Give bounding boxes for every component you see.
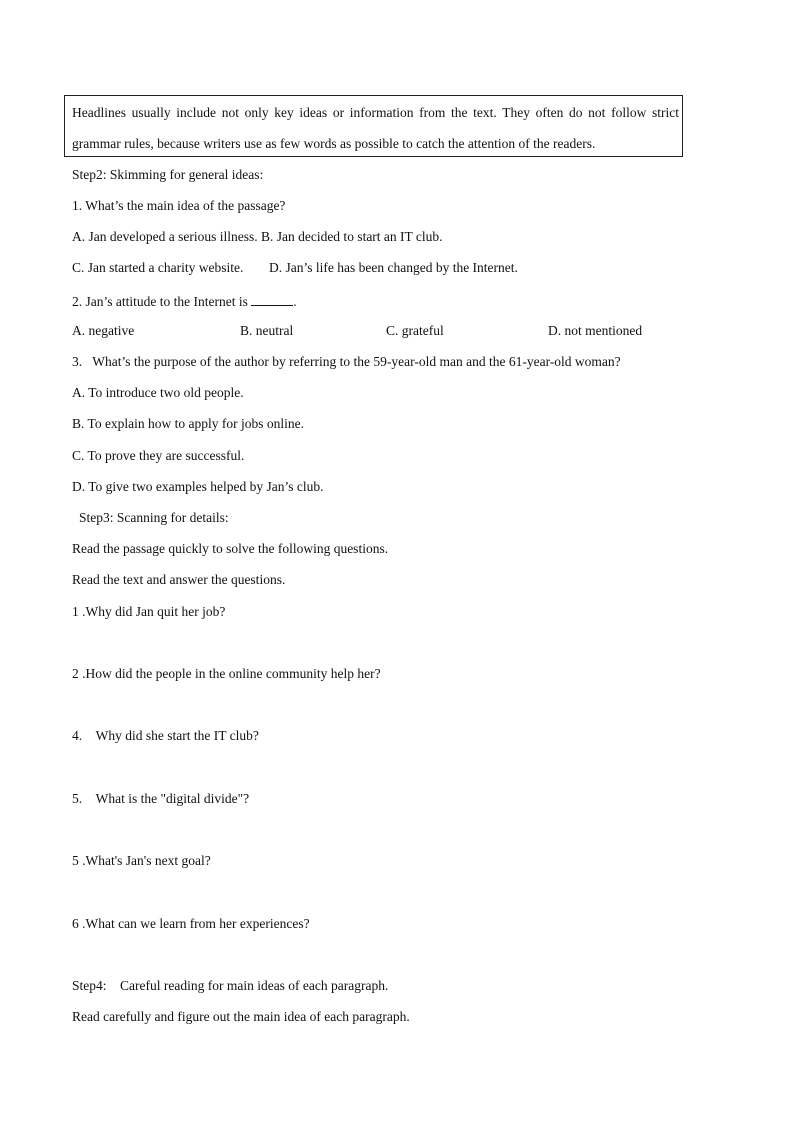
- tip-line-2: grammar rules, because writers use as few words as possible to catch the attention of the readers.: [72, 136, 596, 151]
- step2-heading: Step2: Skimming for general ideas:: [72, 167, 264, 182]
- detail-question: 6 .What can we learn from her experiences?: [72, 916, 310, 931]
- detail-question: 2 .How did the people in the online community help her?: [72, 666, 381, 681]
- answer-blank: [251, 293, 293, 306]
- question-3-option-a: A. To introduce two old people.: [72, 385, 244, 400]
- detail-question: 1 .Why did Jan quit her job?: [72, 604, 226, 619]
- step4-heading: Step4: Careful reading for main ideas of each paragraph.: [72, 978, 389, 993]
- step4-instruction: Read carefully and figure out the main idea of each paragraph.: [72, 1009, 410, 1024]
- headline-tip-box: [64, 95, 683, 157]
- question-1: 1. What’s the main idea of the passage?: [72, 198, 286, 213]
- question-2-option-d: D. not mentioned: [548, 323, 643, 338]
- question-2-period: .: [293, 294, 297, 309]
- detail-question: 5 .What's Jan's next goal?: [72, 853, 211, 868]
- question-1-option-d: D. Jan’s life has been changed by the Internet.: [269, 260, 518, 275]
- question-3-option-b: B. To explain how to apply for jobs online.: [72, 416, 305, 431]
- question-2-text: 2. Jan’s attitude to the Internet is: [72, 294, 248, 309]
- question-1-options-ab: A. Jan developed a serious illness. B. Jan decided to start an IT club.: [72, 229, 443, 244]
- question-2-option-a: A. negative: [72, 323, 135, 338]
- question-3-option-d: D. To give two examples helped by Jan’s club.: [72, 479, 324, 494]
- question-1-option-c: C. Jan started a charity website.: [72, 260, 244, 275]
- question-3-option-c: C. To prove they are successful.: [72, 448, 245, 463]
- detail-question: 4. Why did she start the IT club?: [72, 728, 259, 743]
- step3-instruction-1: Read the passage quickly to solve the following questions.: [72, 541, 389, 556]
- question-2-option-c: C. grateful: [386, 323, 444, 338]
- step3-heading: Step3: Scanning for details:: [79, 510, 229, 525]
- tip-line-1: Headlines usually include not only key ideas or information from the text. They often do not follow strict: [72, 105, 679, 120]
- question-2: [72, 293, 297, 309]
- detail-question: 5. What is the "digital divide"?: [72, 791, 250, 806]
- question-2-option-b: B. neutral: [240, 323, 294, 338]
- question-3: 3. What’s the purpose of the author by referring to the 59-year-old man and the 61-year-old woman?: [72, 354, 621, 369]
- step3-instruction-2: Read the text and answer the questions.: [72, 572, 286, 587]
